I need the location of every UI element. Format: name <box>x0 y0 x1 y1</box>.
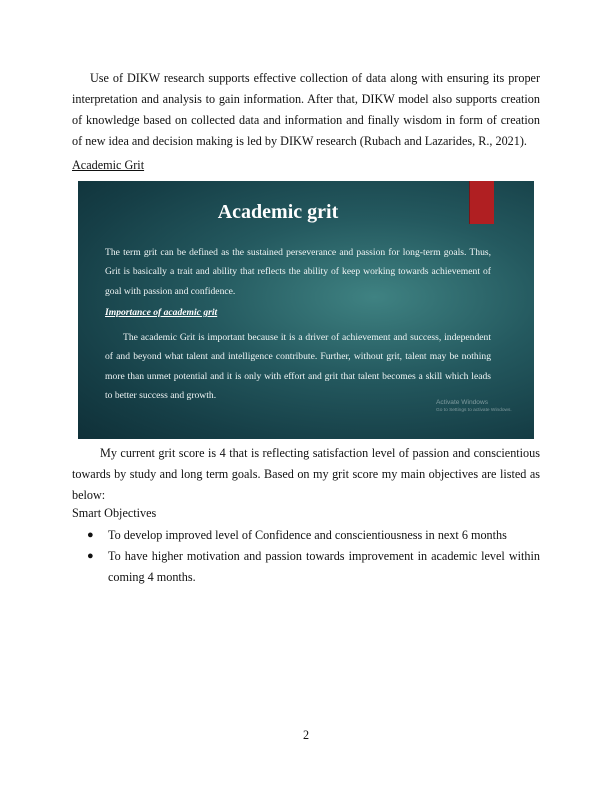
section-heading: Academic Grit <box>72 158 145 172</box>
objective-text: To have higher motivation and passion towards improvement in academic level within coming 4 months. <box>108 549 540 584</box>
activate-windows-watermark <box>436 399 512 415</box>
objectives-list <box>72 525 540 588</box>
page-number: 2 <box>302 728 310 742</box>
slide-title: Academic grit <box>217 201 339 223</box>
bullet-icon: ● <box>87 550 94 562</box>
list-item <box>72 525 540 546</box>
objectives-label: Smart Objectives <box>72 506 157 520</box>
objective-text: To develop improved level of Confidence and conscientiousness in next 6 months <box>108 528 507 542</box>
intro-paragraph: Use of DIKW research supports effective collection of data along with ensuring its proper interpretation and analysis to gain information. After that, DIKW model also supports creation of knowledge based on collected data and information and finally wisdom in form of creation of new idea and decision making is led by DIKW research (Rubach and Lazarides, R., 2021). <box>72 71 540 148</box>
slide-subheading: Importance of academic grit <box>105 307 218 318</box>
watermark-line2: Go to Settings to activate Windows. <box>436 408 512 413</box>
slide-definition: The term grit can be defined as the sustained perseverance and passion for long-term goals. Thus, Grit is basically a trait and ability that reflects the ability of keep working towards achievement of goal with passion and confidence. <box>105 247 491 297</box>
score-paragraph: My current grit score is 4 that is reflecting satisfaction level of passion and conscientious towards by study and long term goals. Based on my grit score my main objectives are listed as below: <box>72 446 540 502</box>
slide-importance: The academic Grit is important because it is a driver of achievement and success, independent of and beyond what talent and intelligence contribute. Further, without grit, talent may be nothing more than unmet potential and it is only with effort and grit that talent becomes a skill which leads to better success and growth. <box>105 332 491 401</box>
academic-grit-slide-image <box>78 181 534 439</box>
bullet-icon: ● <box>87 529 94 541</box>
list-item <box>72 546 540 588</box>
watermark-line1: Activate Windows <box>436 399 489 406</box>
